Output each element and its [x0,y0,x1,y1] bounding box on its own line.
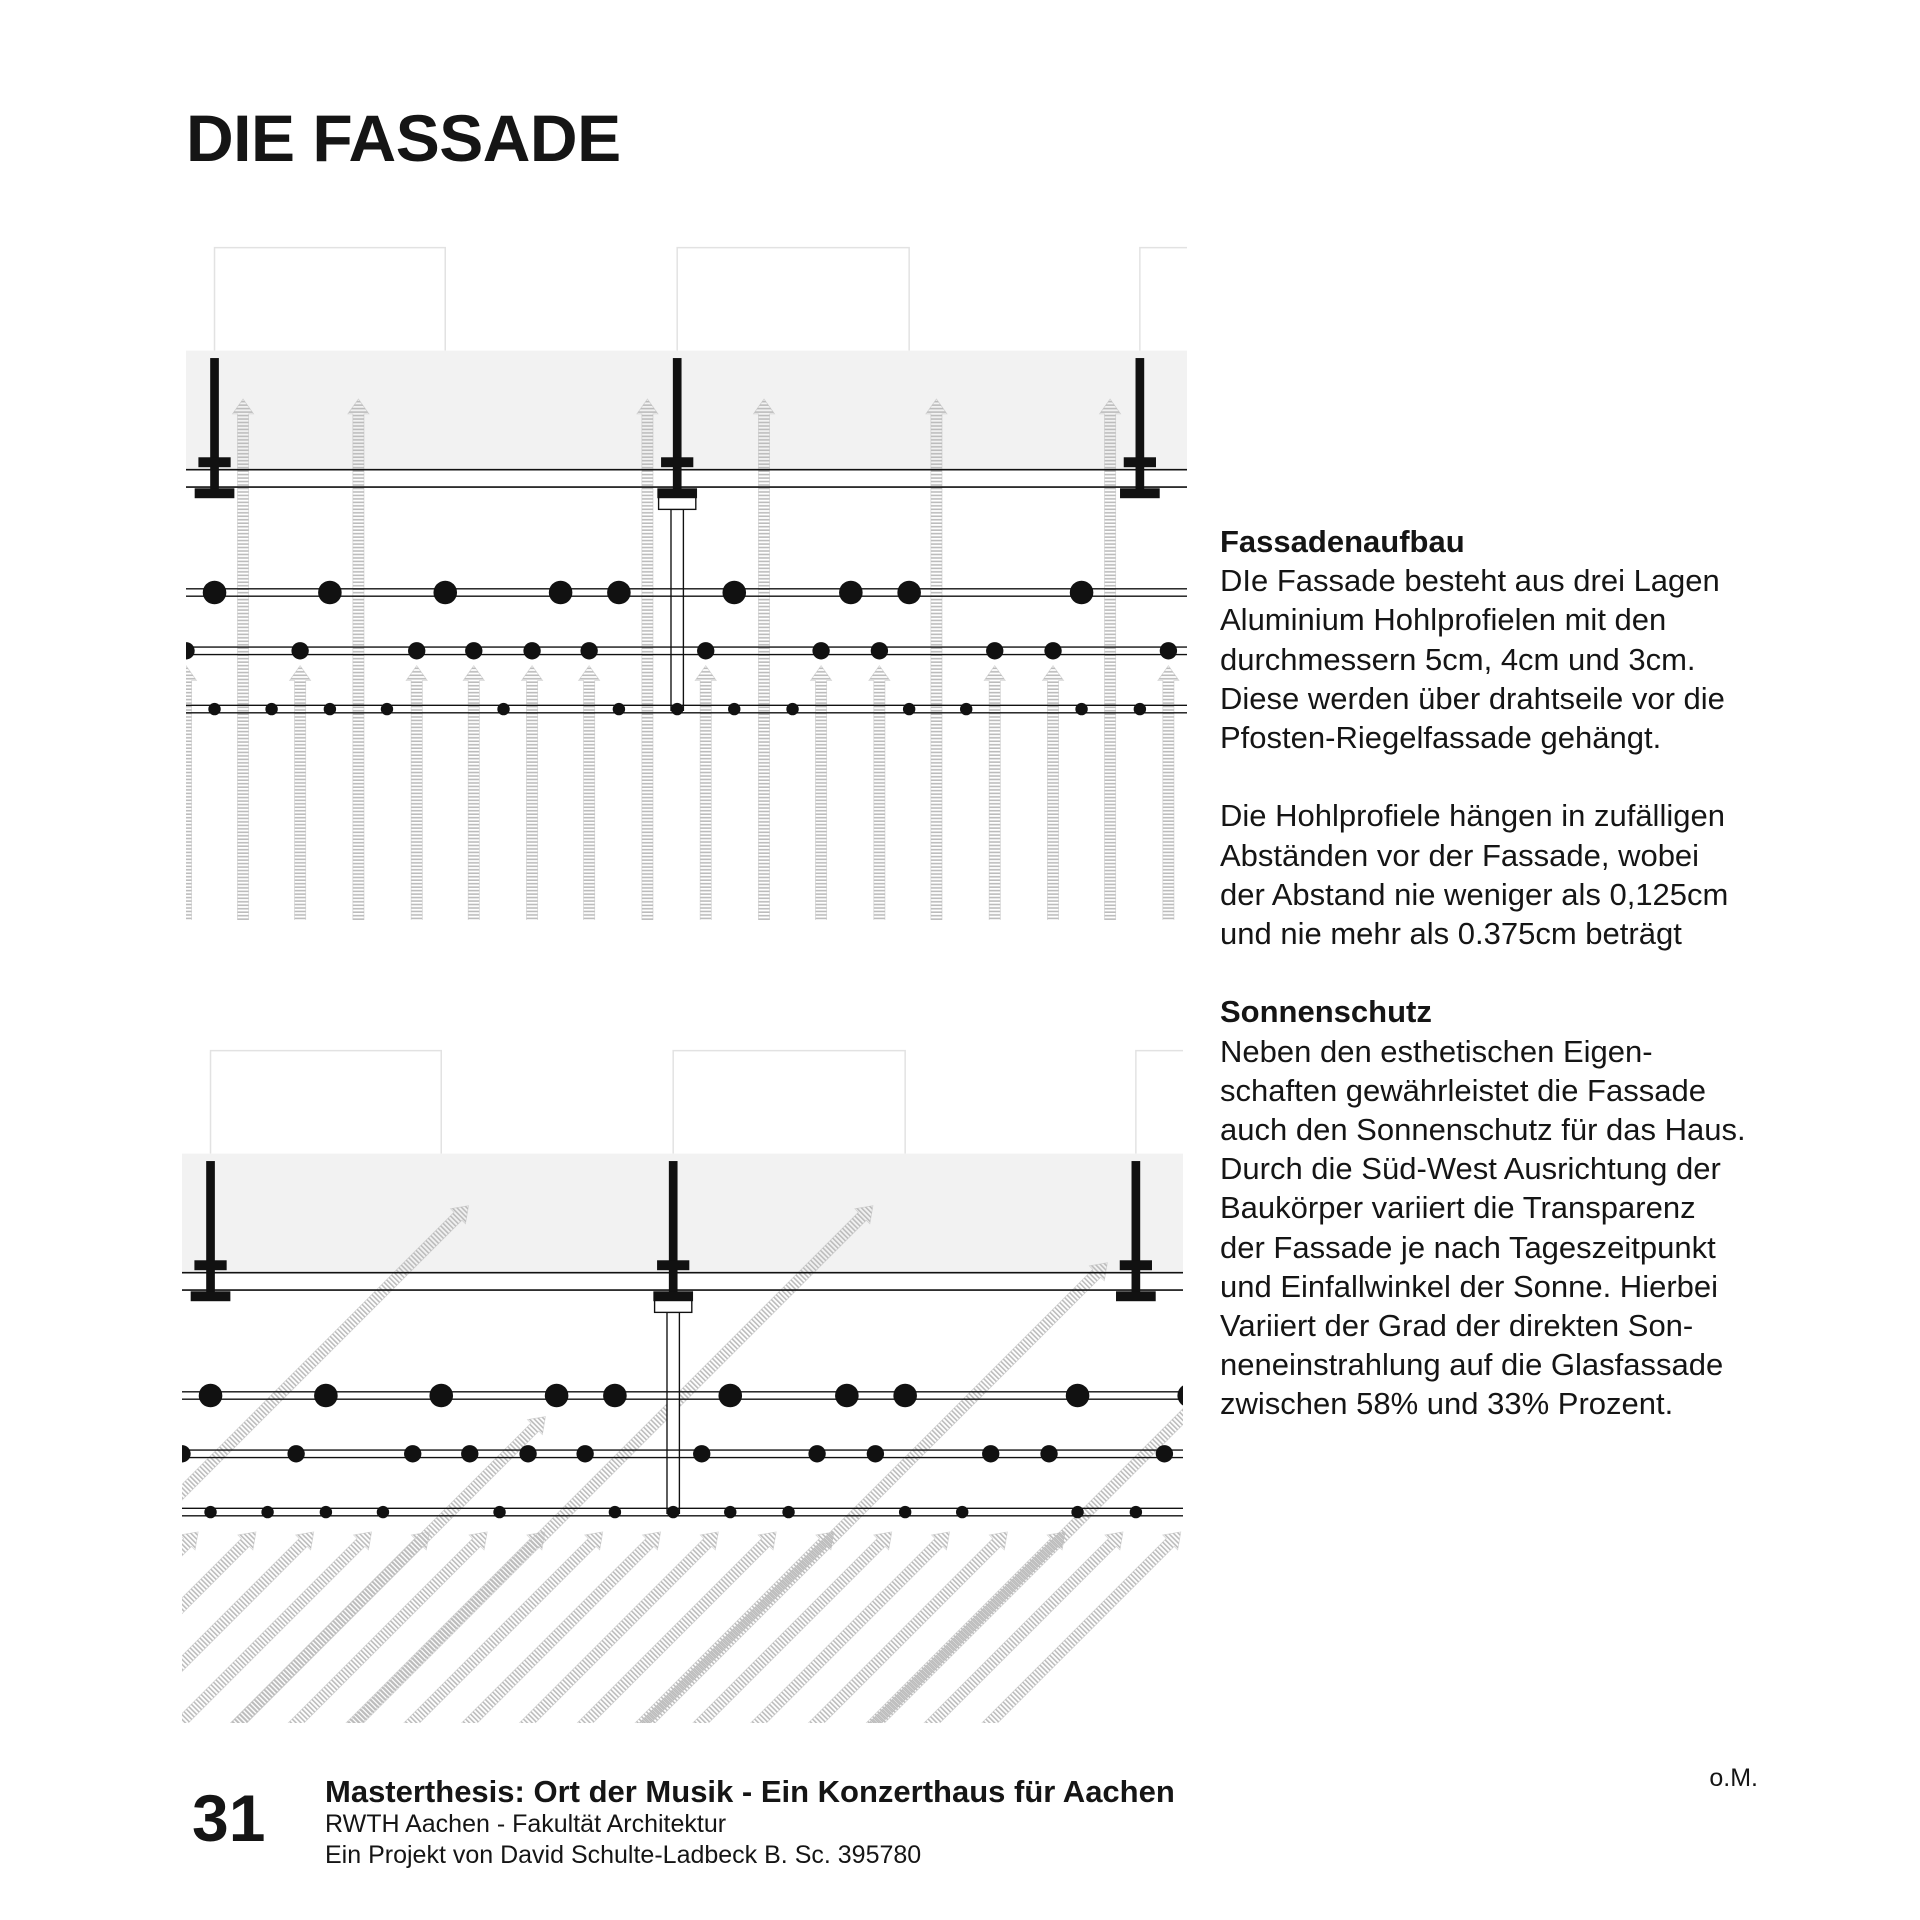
hollow-profile-dot-large [839,581,863,605]
text-line: durchmessern 5cm, 4cm und 3cm. [1220,641,1696,677]
sun-ray-arrow [1042,666,1063,920]
hollow-profile-dot-small [956,1506,968,1518]
section-heading: Fassadenaufbau [1220,524,1465,559]
paragraph [1220,1032,1860,1424]
mullion-post [210,358,219,497]
center-hanger-channel [667,1312,679,1513]
text-line: zwischen 58% und 33% Prozent. [1220,1386,1674,1422]
hollow-profile-dot-medium [408,642,425,659]
slab-band [186,351,1187,470]
hollow-profile-dot-small [728,703,740,715]
hollow-profile-dot-medium [287,1445,304,1462]
text-line: Pfosten-Riegelfassade gehängt. [1220,720,1662,756]
hollow-profile-dot-large [1066,1384,1090,1408]
hollow-profile-dot-small [377,1506,389,1518]
hollow-profile-dot-medium [1040,1445,1057,1462]
mullion-post [206,1161,215,1300]
sun-ray-arrow [579,666,600,920]
hollow-profile-dot-medium [291,642,308,659]
paragraph [1220,561,1860,757]
text-line: der Fassade je nach Tageszeitpunkt [1220,1229,1716,1265]
hollow-profile-dot-small [671,703,683,715]
hollow-profile-dot-large [318,581,342,605]
sun-ray-arrow [753,399,774,920]
institution-line: RWTH Aachen - Fakultät Architektur [325,1810,727,1838]
upper-frame-line [211,1051,442,1154]
hollow-profile-dot-small [320,1506,332,1518]
mullion-bottom-flange [657,488,697,498]
hollow-profile-dot-medium [812,642,829,659]
hollow-profile-dot-small [208,703,220,715]
hollow-profile-dot-small [1075,703,1087,715]
sun-ray-arrow [869,666,890,920]
hollow-profile-dot-large [549,581,573,605]
hollow-profile-dot-small [960,703,972,715]
hollow-profile-dot-medium [871,642,888,659]
upper-frame-line [215,248,446,351]
text-line: neneinstrahlung auf die Glasfassade [1220,1347,1724,1383]
hollow-profile-dot-medium [404,1445,421,1462]
mullion-bottom-flange [653,1291,693,1301]
sun-ray-arrow [290,666,311,920]
author-line: Ein Projekt von David Schulte-Ladbeck B. Sc. 395780 [325,1841,922,1869]
upper-frame-line [1140,248,1187,351]
hollow-profile-dot-medium [461,1445,478,1462]
hollow-profile-dot-small [381,703,393,715]
sun-ray-arrow [406,666,427,920]
hollow-profile-dot-large [835,1384,859,1408]
text-line: schaften gewährleistet die Fassade [1220,1072,1706,1108]
sun-ray-arrow [926,399,947,920]
mullion-top-flange [1124,457,1156,467]
hollow-profile-dot-small [1071,1506,1083,1518]
hollow-profile-dot-medium [982,1445,999,1462]
text-line: auch den Sonnenschutz für das Haus. [1220,1112,1746,1148]
hollow-profile-dot-small [324,703,336,715]
mullion-top-flange [198,457,230,467]
mullion-top-flange [194,1260,226,1270]
text-line: Neben den esthetischen Eigen- [1220,1033,1653,1069]
thesis-title: Masterthesis: Ort der Musik - Ein Konzerthaus für Aachen [325,1774,1175,1809]
hollow-profile-dot-small [265,703,277,715]
mullion-post [1132,1161,1141,1300]
sun-ray-arrow [205,1409,553,1723]
hollow-profile-dot-large [897,581,921,605]
text-line: Die Hohlprofiele hängen in zufälligen [1220,798,1725,834]
hollow-profile-dot-small [204,1506,216,1518]
sun-ray-arrow [637,399,658,920]
hollow-profile-dot-large [603,1384,627,1408]
text-line: Durch die Süd-West Ausrichtung der [1220,1151,1721,1187]
page-number: 31 [192,1781,266,1855]
facade-diagram-vertical-sun [186,229,1187,920]
sun-ray-arrow [348,399,369,920]
hollow-profile-dot-large [203,581,227,605]
hollow-profile-dot-medium [465,642,482,659]
hollow-profile-dot-small [613,703,625,715]
scale-note: o.M. [1709,1764,1758,1792]
sun-ray-arrow [963,1524,1183,1723]
hollow-profile-dot-medium [1044,642,1061,659]
mullion-post [673,358,682,497]
sun-ray-arrow [463,666,484,920]
upper-frame-line [1136,1051,1183,1154]
hollow-profile-dot-large [429,1384,453,1408]
hollow-profile-dot-small [493,1506,505,1518]
hollow-profile-dot-large [433,581,457,605]
hollow-profile-dot-medium [186,642,195,659]
hollow-profile-dot-medium [182,1445,191,1462]
sun-ray-arrow [609,1255,1115,1723]
hollow-profile-dot-medium [867,1445,884,1462]
hollow-profile-dot-large [199,1384,223,1408]
upper-frame-line [673,1051,905,1154]
hollow-profile-dot-medium [1156,1445,1173,1462]
hollow-profile-dot-small [786,703,798,715]
sun-ray-arrow [984,666,1005,920]
mullion-post [669,1161,678,1300]
sun-ray-arrow [811,666,832,920]
hollow-profile-dot-large [314,1384,338,1408]
sun-ray-arrow [233,399,254,920]
paragraph [1220,796,1860,953]
hollow-profile-dot-small [609,1506,621,1518]
hollow-profile-dot-small [1130,1506,1142,1518]
sun-ray-arrow [186,666,197,920]
hollow-profile-dot-medium [576,1445,593,1462]
text-line: DIe Fassade besteht aus drei Lagen [1220,563,1720,599]
text-line: und nie mehr als 0.375cm beträgt [1220,916,1682,952]
mullion-bottom-flange [195,488,235,498]
sun-ray-arrow [182,1524,379,1723]
hollow-profile-dot-large [722,581,746,605]
hollow-profile-dot-large [607,581,631,605]
hollow-profile-dot-small [261,1506,273,1518]
hollow-profile-dot-small [497,703,509,715]
hollow-profile-dot-large [1177,1384,1183,1408]
hollow-profile-dot-large [718,1384,742,1408]
text-line: und Einfallwinkel der Sonne. Hierbei [1220,1268,1719,1304]
hollow-profile-dot-large [893,1384,917,1408]
section-heading: Sonnenschutz [1220,994,1432,1030]
hollow-profile-dot-medium [697,642,714,659]
mullion-bottom-flange [1120,488,1160,498]
center-hanger-channel [671,509,683,710]
hollow-profile-dot-small [899,1506,911,1518]
hollow-profile-dot-medium [580,642,597,659]
mullion-top-flange [1120,1260,1152,1270]
text-line: Baukörper variiert die Transparenz [1220,1190,1696,1226]
text-line: Abständen vor der Fassade, wobei [1220,837,1700,873]
hollow-profile-dot-small [724,1506,736,1518]
text-line: Variiert der Grad der direkten Son- [1220,1308,1694,1344]
mullion-post [1136,358,1145,497]
hollow-profile-dot-medium [523,642,540,659]
section-fassadenaufbau [1220,522,1860,953]
hollow-profile-dot-medium [986,642,1003,659]
hollow-profile-dot-large [1070,581,1094,605]
hollow-profile-dot-medium [693,1445,710,1462]
hollow-profile-dot-medium [1160,642,1177,659]
hollow-profile-dot-medium [519,1445,536,1462]
text-line: Diese werden über drahtseile vor die [1220,680,1725,716]
text-line: Aluminium Hohlprofielen mit den [1220,602,1667,638]
hollow-profile-dot-small [903,703,915,715]
hollow-profile-dot-small [667,1506,679,1518]
slab-band [182,1154,1183,1273]
text-line: der Abstand nie weniger als 0,125cm [1220,876,1729,912]
facade-diagram-oblique-sun [182,1032,1183,1723]
section-sonnenschutz [1220,992,1860,1423]
sun-ray-arrow [522,666,543,920]
hollow-profile-dot-small [782,1506,794,1518]
mullion-top-flange [661,457,693,467]
mullion-bottom-flange [1116,1291,1156,1301]
description-column [1220,522,1860,1463]
hollow-profile-dot-medium [808,1445,825,1462]
sun-ray-arrow [695,666,716,920]
mullion-top-flange [657,1260,689,1270]
sun-ray-arrow [1100,399,1121,920]
upper-frame-line [677,248,909,351]
hollow-profile-dot-large [545,1384,569,1408]
sun-ray-arrow [1158,666,1179,920]
mullion-bottom-flange [191,1291,231,1301]
hollow-profile-dot-small [1134,703,1146,715]
page-title: DIE FASSADE [186,101,621,175]
